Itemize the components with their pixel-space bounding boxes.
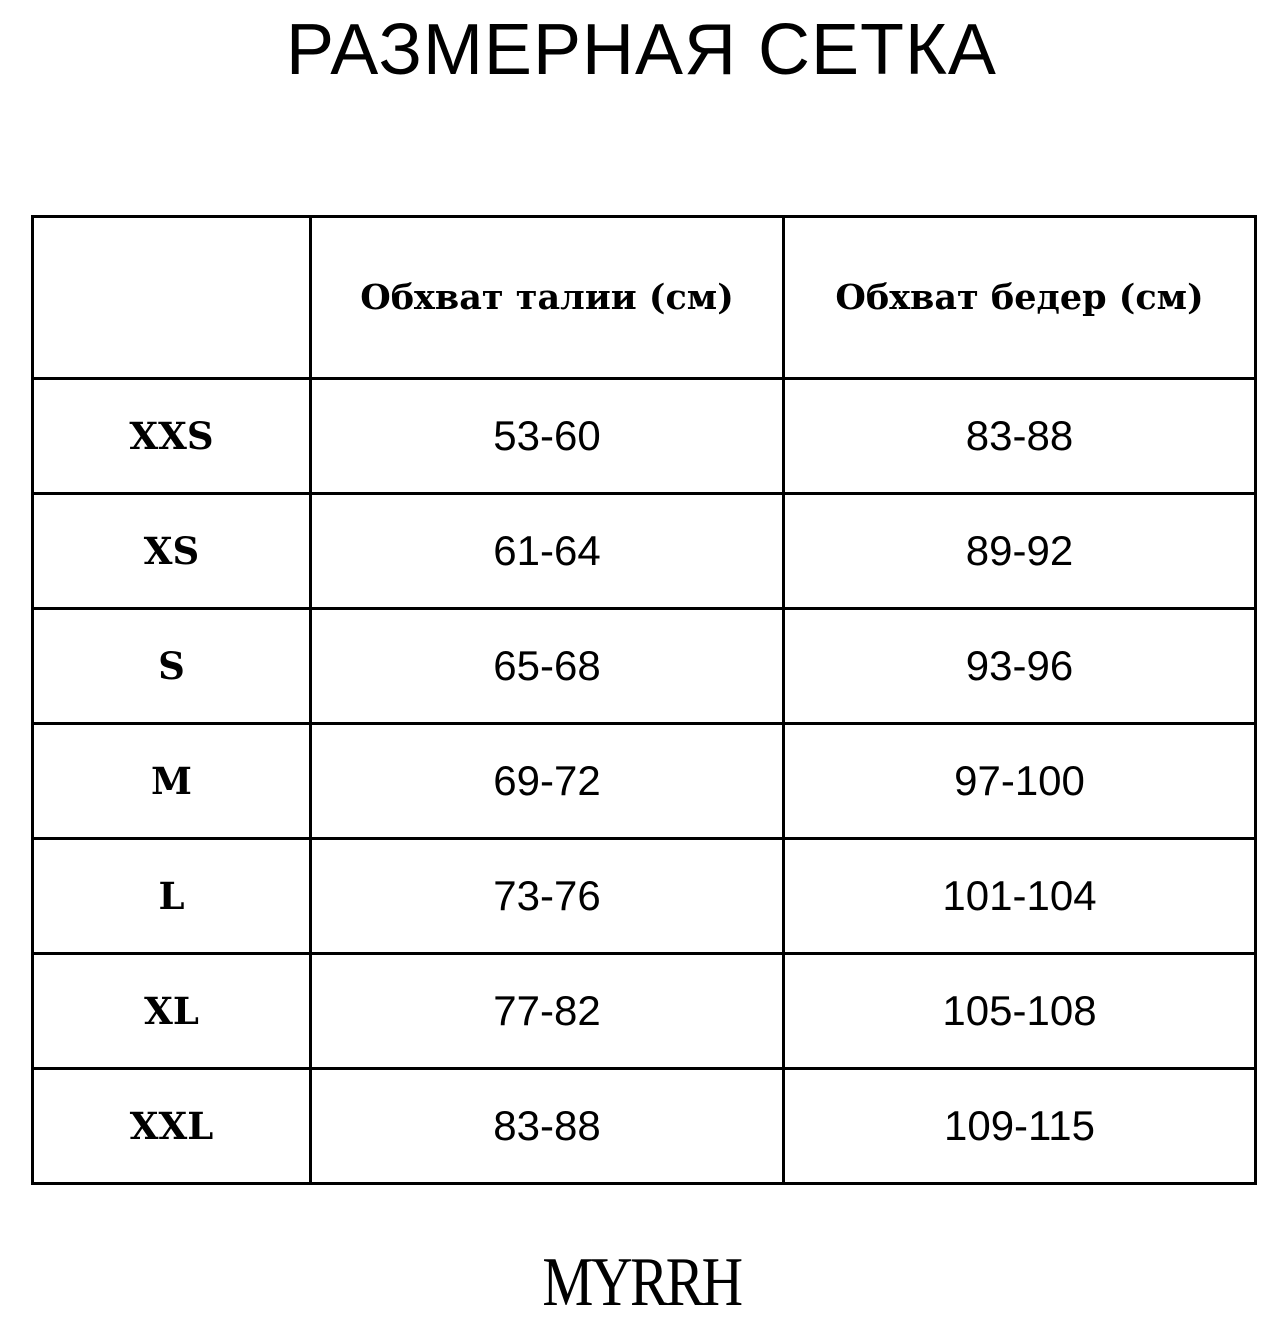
header-waist: Обхват талии (см) <box>311 217 784 379</box>
size-cell: XL <box>33 954 311 1069</box>
waist-cell: 61-64 <box>311 494 784 609</box>
waist-cell: 69-72 <box>311 724 784 839</box>
hips-cell: 101-104 <box>784 839 1256 954</box>
size-cell: M <box>33 724 311 839</box>
brand-logo: MYRRH <box>542 1244 741 1321</box>
table-row <box>33 1069 1256 1184</box>
size-cell: L <box>33 839 311 954</box>
header-size <box>33 217 311 379</box>
table-row <box>33 954 1256 1069</box>
page-title: РАЗМЕРНАЯ СЕТКА <box>286 10 997 90</box>
header-hips: Обхват бедер (см) <box>784 217 1256 379</box>
hips-cell: 109-115 <box>784 1069 1256 1184</box>
waist-cell: 77-82 <box>311 954 784 1069</box>
size-cell: XXL <box>33 1069 311 1184</box>
waist-cell: 73-76 <box>311 839 784 954</box>
size-cell: S <box>33 609 311 724</box>
hips-cell: 97-100 <box>784 724 1256 839</box>
hips-cell: 89-92 <box>784 494 1256 609</box>
waist-cell: 65-68 <box>311 609 784 724</box>
table-row <box>33 494 1256 609</box>
table-row <box>33 839 1256 954</box>
waist-cell: 53-60 <box>311 379 784 494</box>
size-cell: XS <box>33 494 311 609</box>
size-chart-table <box>31 215 1257 1185</box>
hips-cell: 105-108 <box>784 954 1256 1069</box>
size-cell: XXS <box>33 379 311 494</box>
table-row <box>33 379 1256 494</box>
waist-cell: 83-88 <box>311 1069 784 1184</box>
hips-cell: 83-88 <box>784 379 1256 494</box>
table-row <box>33 724 1256 839</box>
table-row <box>33 609 1256 724</box>
hips-cell: 93-96 <box>784 609 1256 724</box>
table-header-row <box>33 217 1256 379</box>
